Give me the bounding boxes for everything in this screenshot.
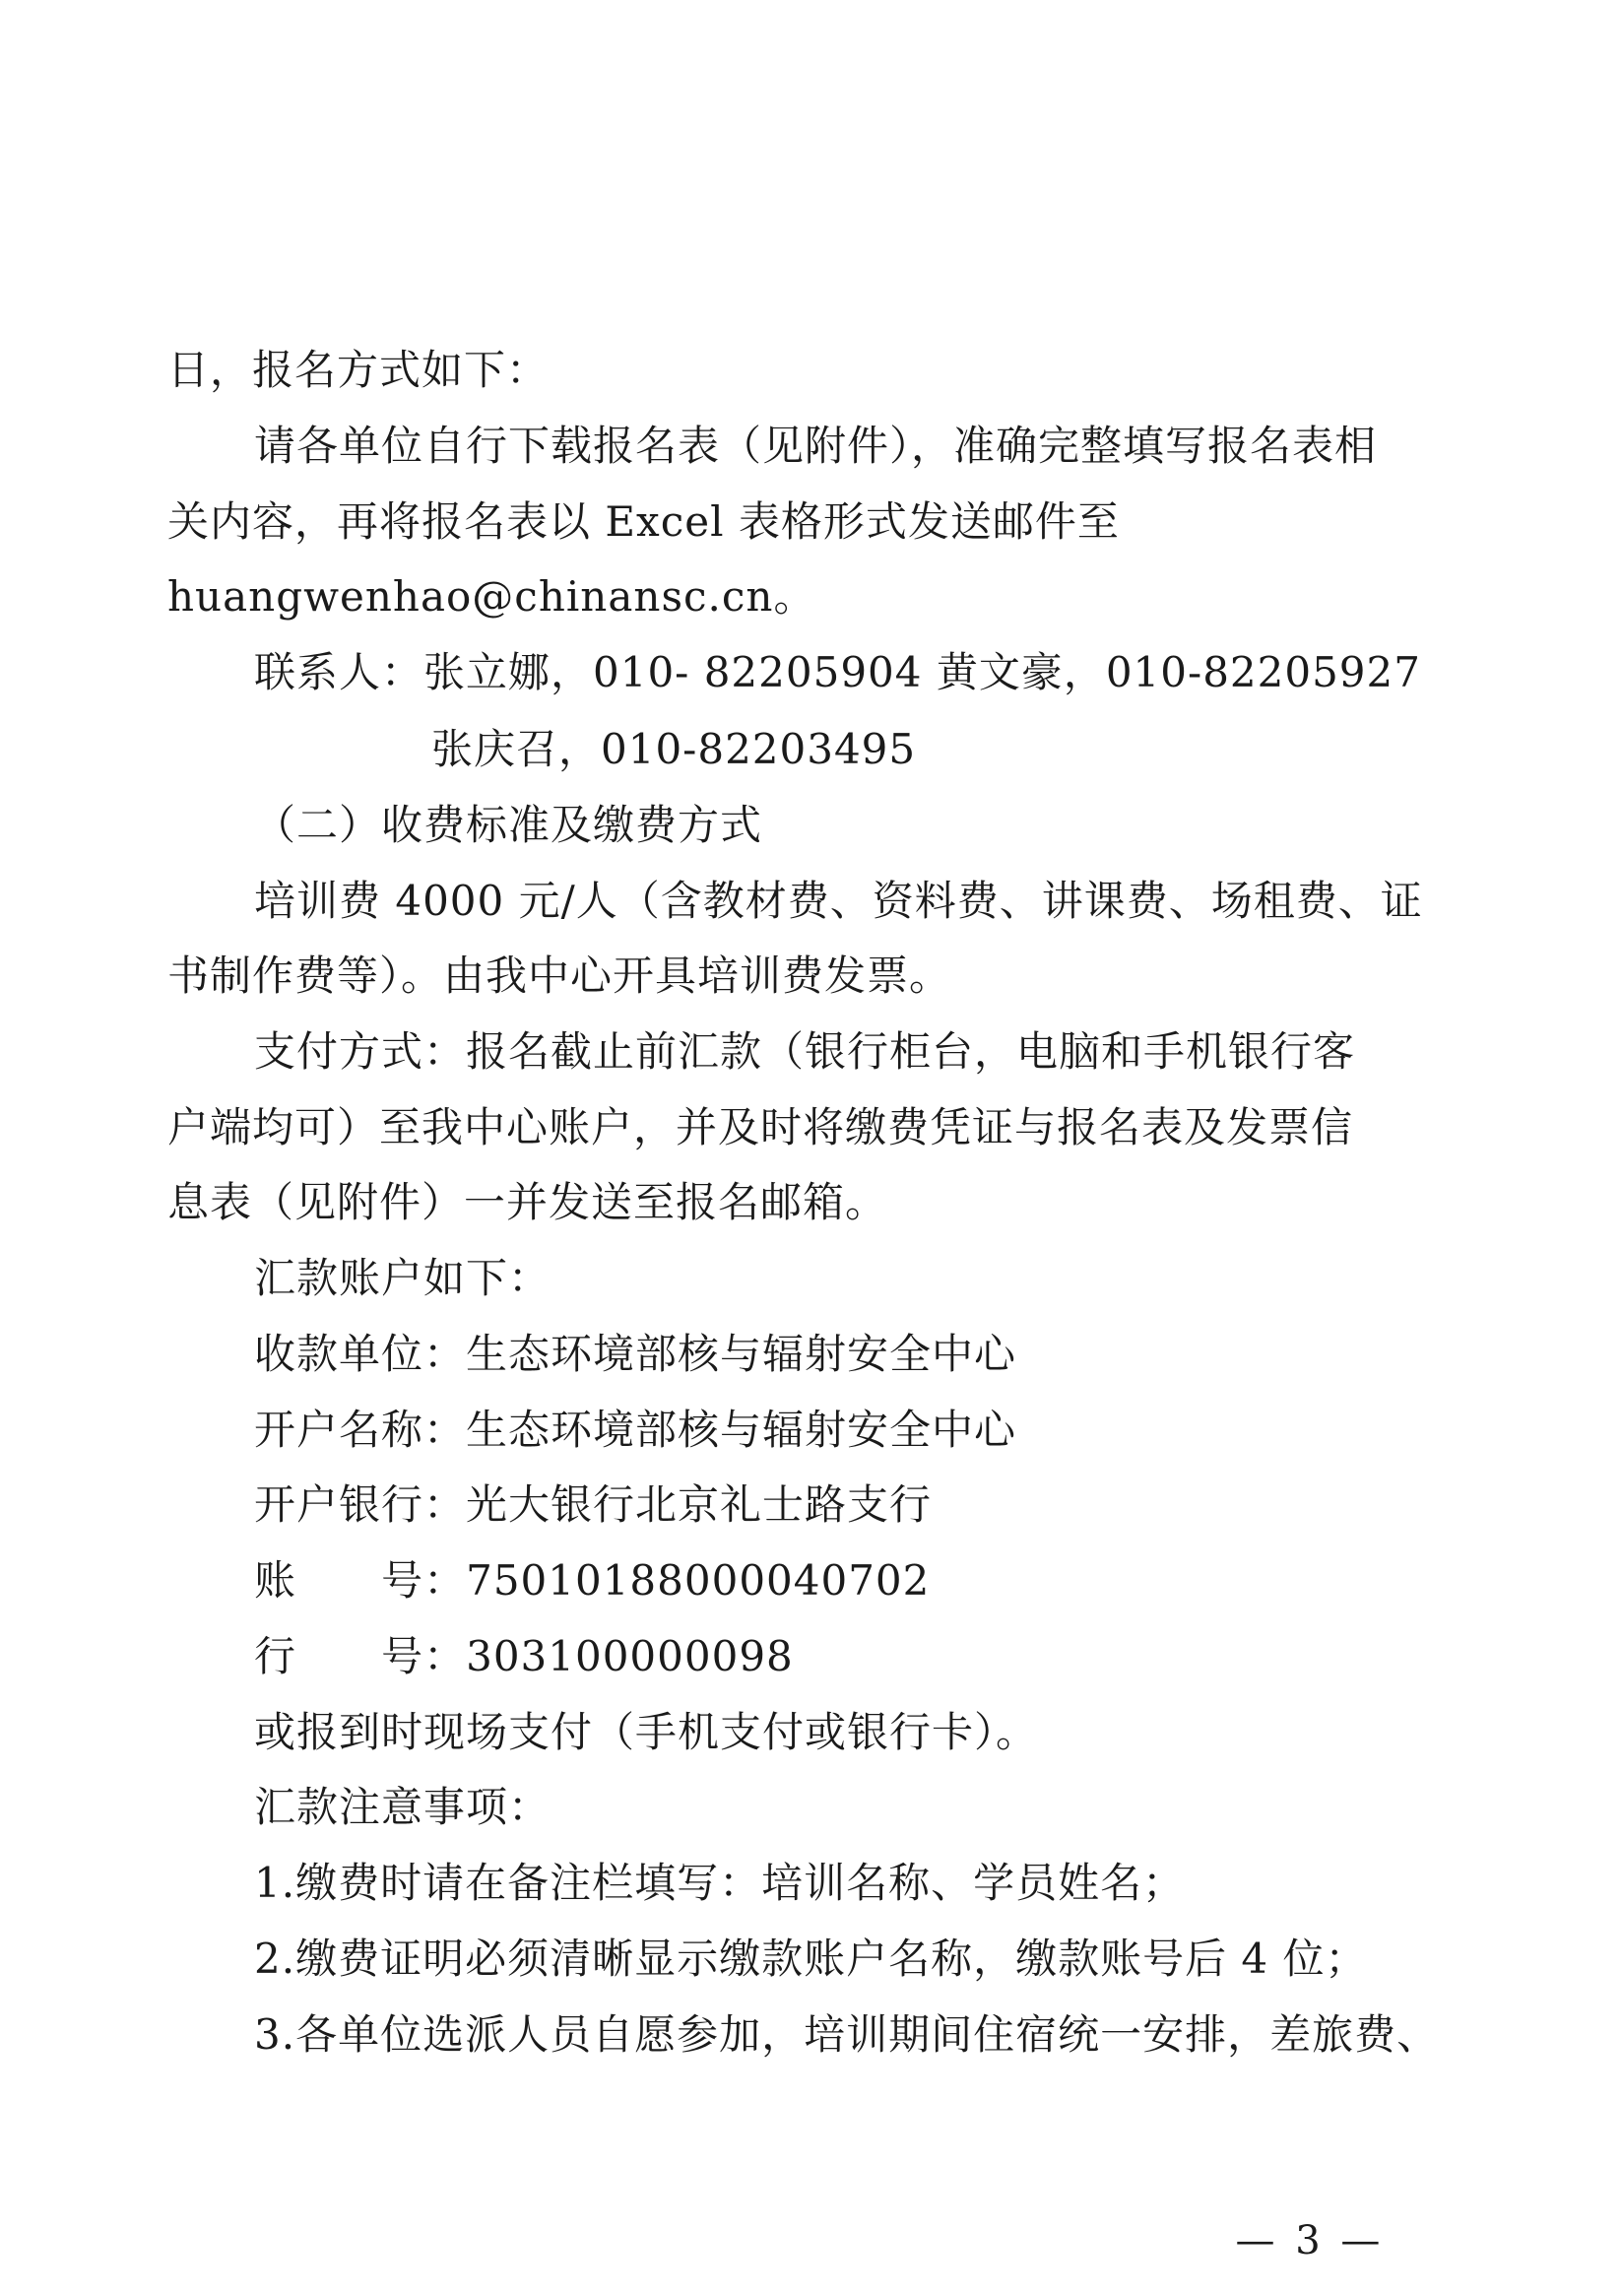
bank-line: 开户银行：光大银行北京礼士路支行 [254,1480,933,1529]
text-line-11: 户端均可）至我中心账户，并及时将缴费凭证与报名表及发票信 [167,1103,1354,1151]
text-line-12: 息表（见附件）一并发送至报名邮箱。 [167,1178,888,1226]
notes-heading: 汇款注意事项： [254,1783,551,1831]
note-item-2: 2.缴费证明必须清晰显示缴款账户名称，缴款账号后 4 位； [254,1935,1368,1983]
text-line-1: 日，报名方式如下： [167,346,550,394]
onsite-payment-line: 或报到时现场支付（手机支付或银行卡）。 [254,1708,1039,1756]
text-line-10: 支付方式：报名截止前汇款（银行柜台，电脑和手机银行客 [254,1027,1356,1076]
text-line-8: 培训费 4000 元/人（含教材费、资料费、讲课费、场租费、证 [254,877,1423,925]
account-name-line: 开户名称：生态环境部核与辐射安全中心 [254,1406,1017,1454]
bank-code-line: 行 号：303100000098 [254,1632,794,1680]
text-line-3-content: 关内容，再将报名表以 Excel 表格形式发送邮件至 [167,497,1120,546]
text-line-3 [167,494,1398,550]
text-line-13: 汇款账户如下： [254,1254,551,1302]
section-heading: （二）收费标准及缴费方式 [254,801,763,849]
account-number-line: 账 号：75010188000040702 [254,1556,931,1605]
contact-line: 联系人：张立娜，010- 82205904 黄文豪，010-82205927 [254,648,1421,696]
text-line-4: huangwenhao@chinansc.cn。 [167,572,816,621]
text-line-9: 书制作费等）。由我中心开具培训费发票。 [167,951,952,1000]
page-number: — 3 — [1235,2218,1385,2263]
text-line-2: 请各单位自行下载报名表（见附件），准确完整填写报名表相 [254,422,1378,470]
contact-line-2: 张庆召，010-82203495 [431,725,917,773]
note-item-1: 1.缴费时请在备注栏填写：培训名称、学员姓名； [254,1859,1186,1907]
note-item-3: 3.各单位选派人员自愿参加，培训期间住宿统一安排，差旅费、 [254,2010,1440,2059]
payee-line: 收款单位：生态环境部核与辐射安全中心 [254,1330,1017,1378]
